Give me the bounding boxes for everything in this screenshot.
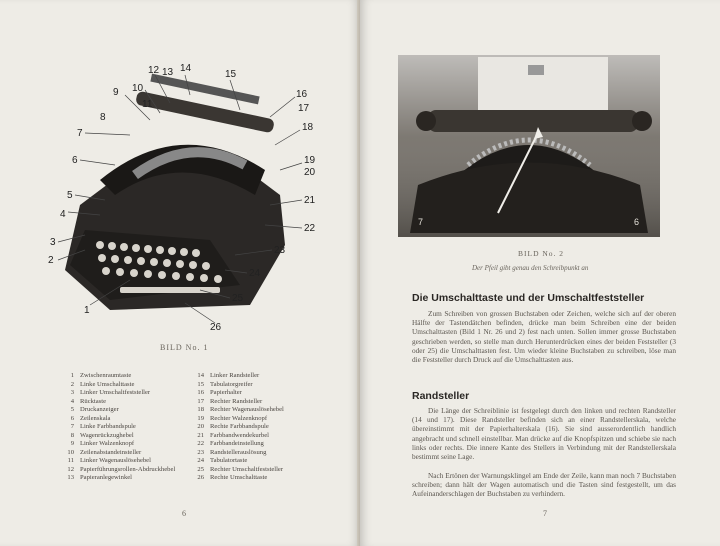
- legend-row: 17 Rechter Randsteller: [197, 397, 263, 405]
- legend-row: 11 Linker Wagenauslösehebel: [67, 457, 151, 464]
- legend-column-2: [190, 372, 320, 483]
- legend-row: 26 Rechte Umschalttaste: [197, 474, 268, 481]
- callout-17: 17: [298, 103, 310, 114]
- legend-row: 4 Rücktaste: [70, 397, 107, 405]
- photo-marker-left: 7: [418, 217, 424, 227]
- legend-row: 2 Linke Umschalttaste: [70, 380, 135, 388]
- section-title-margin: Randsteller: [412, 390, 470, 402]
- legend-row: 18 Rechter Wagenauslösehebel: [197, 406, 284, 413]
- figure-2-caption: BILD No. 2: [518, 249, 565, 258]
- legend-row: 16 Papierhalter: [197, 389, 242, 396]
- callout-13: 13: [162, 67, 174, 78]
- callout-10: 10: [132, 83, 144, 94]
- callout-19: 19: [304, 155, 316, 166]
- legend-row: 3 Linker Umschaltfeststeller: [70, 389, 151, 396]
- callout-9: 9: [113, 87, 119, 98]
- legend-row: 15 Tabulatorgreifer: [197, 380, 253, 388]
- legend-row: 21 Farbbandwendekurbel: [197, 431, 269, 439]
- legend-column-1: [60, 372, 180, 483]
- callout-4: 4: [60, 209, 66, 220]
- section-text-shift: Zum Schreiben von grossen Buchstaben oder Zeichen, welche sich auf der oberen Hälfte der Tastendätchen befinden, drücke man beim Schreiben eine der beiden Umschalttasten (Bild 1 Nr. 26 und 2) fest nach unten. Sollen immer grosse Buchstaben geschrieben werden, so stelle man durch Herunterdrücken eines der beiden Feststeller (3 oder 25) die Umschalttasten fest. Um wieder kleine Buchstaben zu schreiben, löse man die Feststeller durch Druck auf die Umschalttasten aus.: [412, 309, 676, 365]
- callout-25: 25: [232, 293, 244, 304]
- callout-15: 15: [225, 69, 237, 80]
- callout-2: 2: [48, 255, 54, 266]
- callout-22: 22: [304, 223, 316, 234]
- legend-row: 14 Linker Randsteller: [197, 372, 260, 379]
- legend-row: 6 Zeilenskala: [70, 414, 111, 422]
- legend-row: 22 Farbbandeinstellung: [197, 440, 264, 447]
- legend-row: 1 Zwischenraumtaste: [70, 372, 132, 379]
- callout-6: 6: [72, 155, 78, 166]
- legend-row: 19 Rechter Walzenknopf: [197, 414, 268, 422]
- figure-1-caption: BILD No. 1: [160, 343, 209, 352]
- callout-8: 8: [100, 112, 106, 123]
- figure-2-subcaption: Der Pfeil gibt genau den Schreibpunkt an: [472, 264, 589, 272]
- legend-row: 10 Zeilenabstandeinsteller: [67, 448, 142, 456]
- legend-row: 13 Papieranlegewinkel: [67, 474, 132, 481]
- legend-row: 25 Rechter Umschaltfeststeller: [197, 465, 284, 473]
- callout-3: 3: [50, 237, 56, 248]
- callout-11: 11: [142, 99, 153, 110]
- section-title-shift: Die Umschalttaste und der Umschaltfeststeller: [412, 292, 645, 304]
- callout-21: 21: [304, 195, 316, 206]
- legend-row: 8 Wagenrückzughebel: [70, 431, 134, 439]
- section-text-margin-1: Die Länge der Schreiblinie ist festgelegt durch den linken und rechten Randsteller (14 und 17). Diese Randsteller befinden sich an einer Randstellerskala, welche übereinstimmt mit der Papierhalterskala (16). Sie sind ausserordentlich handlich angebracht und schnell einstellbar. Man drücke auf die Knopfspitzen und schiebe sie nach links oder rechts. Die innere Kante des Stellers in Verbindung mit der Randstellerskala bestimmt seine Lage.: [412, 406, 676, 462]
- callout-7: 7: [77, 128, 83, 139]
- legend-row: 7 Linke Farbbandspule: [70, 423, 136, 430]
- callout-14: 14: [180, 63, 192, 74]
- legend-row: 24 Tabulatortaste: [197, 457, 248, 464]
- photo-marker-right: 6: [634, 217, 640, 227]
- callout-12: 12: [148, 65, 160, 76]
- callout-1: 1: [84, 305, 90, 316]
- legend-row: 20 Rechte Farbbandspule: [197, 423, 269, 430]
- page-number: 6: [182, 509, 186, 518]
- callout-16: 16: [296, 89, 308, 100]
- section-text-margin-2: Nach Ertönen der Warnungsklingel am Ende der Zeile, kann man noch 7 Buchstaben schreiben; dann hält der Wagen automatisch und die Tasten sind festgestellt, um das Aufeinanderschlagen der Buchstaben zu verhindern.: [412, 471, 676, 499]
- callout-18: 18: [302, 122, 314, 133]
- callout-20: 20: [304, 167, 316, 178]
- legend-row: 9 Linker Walzenknopf: [70, 440, 135, 447]
- page-number: 7: [543, 509, 547, 518]
- callout-5: 5: [67, 190, 73, 201]
- callout-23: 23: [274, 245, 286, 256]
- legend-row: 23 Randstellerauslösung: [197, 448, 267, 456]
- callout-24: 24: [249, 268, 261, 279]
- legend-row: 12 Papierführungsrollen-Abdruckhebel: [67, 465, 176, 473]
- typewriter-diagram: [40, 55, 330, 345]
- legend-row: 5 Druckanzeiger: [70, 406, 119, 413]
- callout-26: 26: [210, 322, 222, 333]
- typewriter-photo: [398, 55, 660, 237]
